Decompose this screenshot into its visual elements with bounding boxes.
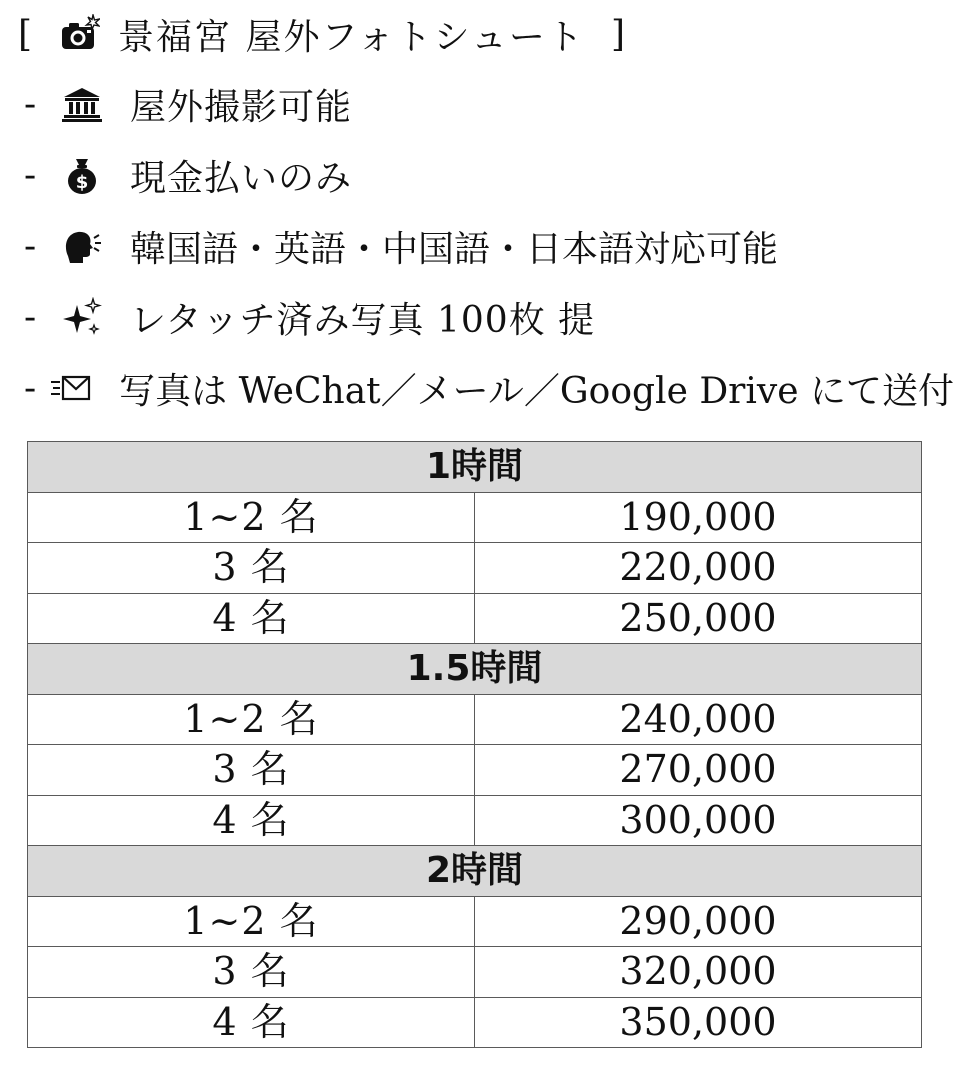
people-cell: 3 名	[28, 543, 475, 594]
incoming-envelope-icon	[51, 368, 91, 408]
table-row	[28, 694, 922, 745]
pricing-table	[27, 441, 922, 1048]
people-cell: 4 名	[28, 997, 475, 1048]
page-title	[18, 6, 938, 62]
people-cell: 4 名	[28, 593, 475, 644]
price-cell: 220,000	[475, 543, 922, 594]
people-cell: 1~2 名	[28, 896, 475, 947]
feature-item	[24, 146, 954, 204]
table-row	[28, 795, 922, 846]
price-cell: 240,000	[475, 694, 922, 745]
people-cell: 4 名	[28, 795, 475, 846]
speaking-head-icon	[62, 226, 102, 266]
duration-header: 2時間	[28, 846, 922, 897]
price-cell: 270,000	[475, 745, 922, 796]
price-cell: 190,000	[475, 492, 922, 543]
price-cell: 290,000	[475, 896, 922, 947]
duration-header-row	[28, 442, 922, 493]
bullet-dash: -	[24, 154, 37, 196]
feature-text: 韓国語・英語・中国語・日本語対応可能	[130, 228, 779, 270]
camera-flash-icon	[60, 14, 100, 54]
people-cell: 1~2 名	[28, 694, 475, 745]
price-cell: 350,000	[475, 997, 922, 1048]
table-row	[28, 543, 922, 594]
people-cell: 1~2 名	[28, 492, 475, 543]
feature-text: 写真は WeChat／メール／Google Drive にて送付	[119, 370, 954, 412]
feature-item	[24, 217, 954, 275]
bullet-dash: -	[24, 83, 37, 125]
feature-item	[24, 359, 954, 417]
bullet-dash: -	[24, 225, 37, 267]
duration-header-row	[28, 644, 922, 695]
feature-item	[24, 288, 954, 346]
bullet-dash: -	[24, 367, 37, 409]
people-cell: 3 名	[28, 745, 475, 796]
feature-text: 屋外撮影可能	[130, 86, 353, 128]
table-row	[28, 745, 922, 796]
duration-header-row	[28, 846, 922, 897]
bullet-dash: -	[24, 296, 37, 338]
title-text: 景福宮 屋外フォトシュート	[118, 16, 585, 58]
price-cell: 320,000	[475, 947, 922, 998]
svg-text:$: $	[75, 172, 89, 193]
close-bracket: ]	[610, 13, 625, 55]
table-row	[28, 997, 922, 1048]
table-row	[28, 492, 922, 543]
table-row	[28, 896, 922, 947]
duration-header: 1時間	[28, 442, 922, 493]
price-cell: 250,000	[475, 593, 922, 644]
price-cell: 300,000	[475, 795, 922, 846]
feature-text: 現金払いのみ	[130, 157, 353, 199]
classical-building-icon	[62, 84, 102, 124]
open-bracket: [	[18, 13, 33, 55]
feature-item	[24, 75, 954, 133]
sparkles-icon	[62, 297, 102, 337]
table-row	[28, 593, 922, 644]
duration-header: 1.5時間	[28, 644, 922, 695]
table-row	[28, 947, 922, 998]
people-cell: 3 名	[28, 947, 475, 998]
money-bag-icon	[62, 155, 102, 195]
feature-text: レタッチ済み写真 100枚 提	[130, 299, 596, 341]
